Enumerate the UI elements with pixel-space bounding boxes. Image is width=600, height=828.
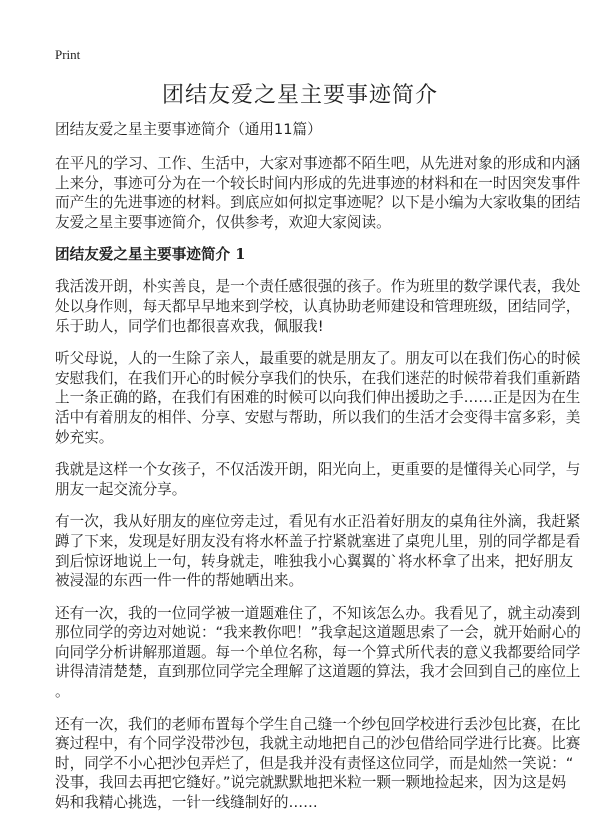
text-line: 被浸湿的东西一件一件的帮她晒出来。 (55, 572, 304, 590)
print-link[interactable]: Print (55, 47, 81, 62)
text-line: 活中有着朋友的相伴、分享、安慰与帮助，所以我们的生活才会变得丰富多彩，美 (55, 408, 581, 426)
text-line: 我活泼开朗，朴实善良，是一个责任感很强的孩子。作为班里的数学课代表，我处 (55, 278, 581, 296)
text-line: 在平凡的学习、工作、生活中，大家对事迹都不陌生吧，从先进对象的形成和内涵 (55, 155, 581, 172)
text-line: 妈和我精心挑选，一针一线缝制好的…… (55, 794, 318, 812)
body-paragraph (55, 349, 581, 447)
body-paragraph (55, 460, 581, 499)
text-line: 友爱之星主要事迹简介，仅供参考，欢迎大家阅读。 (55, 213, 391, 231)
text-line: 上一条正确的路，在我们有困难的时候可以向我们伸出援助之手……正是因为在生 (55, 389, 581, 407)
page-title: 团结友爱之星主要事迹简介 (161, 83, 438, 108)
text-line: 朋友一起交流分享。 (55, 480, 187, 498)
body-paragraph (55, 512, 581, 590)
text-line: 到后惊讶地说上一句，转身就走，唯独我小心翼翼的`将水杯拿了出来，把好朋友 (55, 552, 574, 570)
text-line: 有一次，我从好朋友的座位旁走过，看见有水正沿着好朋友的桌角往外滴，我赶紧 (55, 513, 581, 531)
text-line: 赛过程中，有个同学没带沙包，我就主动地把自己的沙包借给同学进行比赛。比赛 (55, 735, 581, 753)
text-line: 乐于助人，同学们也都很喜欢我，佩服我! (55, 317, 324, 335)
body-paragraph (55, 715, 581, 813)
text-line: 讲得清清楚楚，直到那位同学完全理解了这道题的算法，我才会回到自己的座位上 (55, 663, 581, 681)
text-line: 妙充实。 (55, 428, 114, 446)
text-line: 。 (55, 683, 70, 701)
text-line: 向同学分析讲解那道题。每一个单位名称，每一个算式所代表的意义我都要给同学 (55, 643, 581, 661)
section-heading: 团结友爱之星主要事迹简介 1 (55, 246, 246, 264)
text-line: 蹲了下来，发现是好朋友没有将水杯盖子拧紧就塞进了桌兜儿里，别的同学都是看 (55, 532, 581, 550)
body-paragraph (55, 604, 581, 702)
subtitle: 团结友爱之星主要事迹简介（通用11篇） (55, 121, 322, 138)
text-line: 那位同学的旁边对她说：“我来教你吧！”我拿起这道题思索了一会，就开始耐心的 (55, 624, 581, 642)
text-line: 上来分，事迹可分为在一个较长时间内形成的先进事迹的材料和在一时因突发事件 (55, 174, 581, 192)
text-line: 我就是这样一个女孩子，不仅活泼开朗，阳光向上，更重要的是懂得关心同学，与 (55, 461, 581, 479)
intro-paragraph (55, 154, 581, 232)
article-body (55, 120, 581, 826)
text-line: 没事，我回去再把它缝好。”说完就默默地把米粒一颗一颗地捡起来，因为这是妈 (55, 774, 567, 792)
text-line: 听父母说，人的一生除了亲人，最重要的就是朋友了。朋友可以在我们伤心的时候 (55, 350, 581, 368)
text-line: 还有一次，我们的老师布置每个学生自己缝一个纱包回学校进行丢沙包比赛，在比 (55, 715, 581, 733)
body-paragraph (55, 277, 581, 336)
text-line: 时，同学不小心把沙包弄烂了，但是我并没有责怪这位同学，而是灿然一笑说：“ (55, 754, 574, 772)
text-line: 而产生的先进事迹的材料。到底应如何拟定事迹呢？以下是小编为大家收集的团结 (55, 194, 581, 212)
text-line: 安慰我们，在我们开心的时候分享我们的快乐，在我们迷茫的时候带着我们重新踏 (55, 369, 581, 387)
text-line: 处以身作则，每天都早早地来到学校，认真协助老师建设和管理班级，团结同学， (55, 297, 581, 315)
text-line: 还有一次，我的一位同学被一道题难住了，不知该怎么办。我看见了，就主动凑到 (55, 604, 581, 622)
